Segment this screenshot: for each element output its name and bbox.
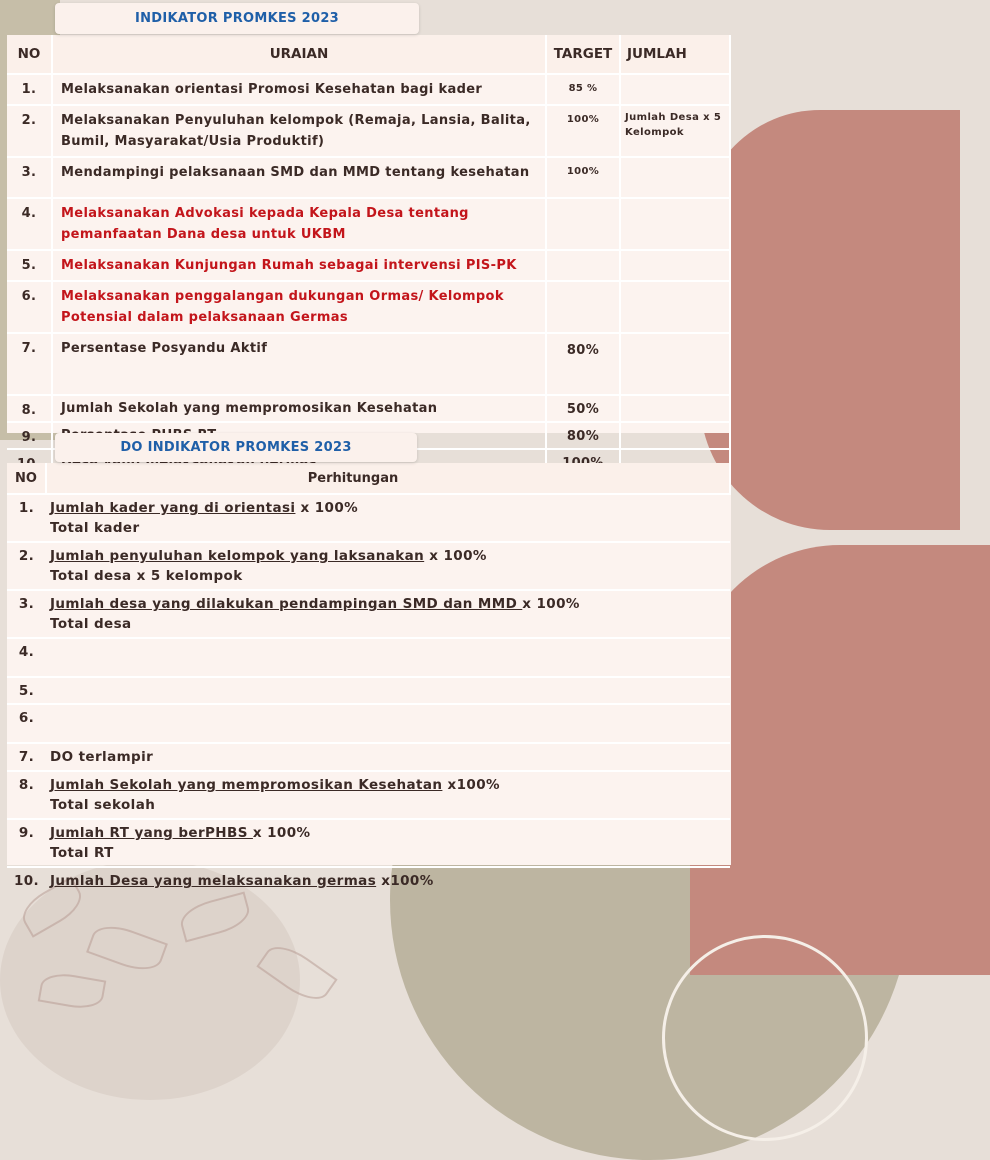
table-row	[7, 867, 730, 894]
row-no: 3.	[7, 590, 46, 638]
table-header-row	[7, 463, 730, 494]
row-no: 7.	[7, 743, 46, 771]
row-target: 50%	[546, 395, 620, 422]
do-indikator-table	[7, 463, 731, 894]
background-ring	[662, 935, 868, 1141]
row-perhitungan	[46, 542, 730, 590]
formula-numerator: Jumlah RT yang berPHBS	[50, 825, 253, 841]
row-perhitungan	[46, 704, 730, 743]
row-perhitungan	[46, 677, 730, 704]
row-no: 3.	[7, 157, 52, 198]
header-perhitungan: Perhitungan	[46, 463, 730, 494]
table-row	[7, 105, 730, 157]
table-row	[7, 281, 730, 333]
formula-suffix: x 100%	[295, 500, 359, 516]
row-target	[546, 250, 620, 281]
table-row	[7, 704, 730, 743]
header-target: TARGET	[546, 35, 620, 74]
formula-numerator: Jumlah kader yang di orientasi	[50, 500, 296, 516]
table-row	[7, 771, 730, 819]
table-row	[7, 743, 730, 771]
do-indikator-table-panel	[7, 463, 731, 889]
header-uraian: URAIAN	[52, 35, 546, 74]
table-row	[7, 198, 730, 250]
header-no: NO	[7, 35, 52, 74]
row-no: 9.	[7, 422, 52, 449]
row-jumlah	[620, 395, 730, 422]
formula-suffix: x 100%	[252, 825, 311, 841]
row-uraian: Melaksanakan orientasi Promosi Kesehatan bagi kader	[52, 74, 546, 105]
row-jumlah	[620, 250, 730, 281]
table-row	[7, 494, 730, 542]
row-jumlah: Jumlah Desa x 5 Kelompok	[620, 105, 730, 157]
row-perhitungan	[46, 494, 730, 542]
row-target: 100%	[546, 157, 620, 198]
row-uraian: Persentase Posyandu Aktif	[52, 333, 546, 395]
row-jumlah	[620, 281, 730, 333]
row-jumlah	[620, 74, 730, 105]
row-no: 7.	[7, 333, 52, 395]
row-no: 2.	[7, 542, 46, 590]
row-jumlah	[620, 157, 730, 198]
table-row	[7, 819, 730, 867]
table-row	[7, 542, 730, 590]
row-perhitungan: DO terlampir	[46, 743, 730, 771]
formula-denominator: Total desa x 5 kelompok	[50, 568, 243, 584]
row-uraian: Mendampingi pelaksanaan SMD dan MMD tentang kesehatan	[52, 157, 546, 198]
row-no: 8.	[7, 771, 46, 819]
row-no: 2.	[7, 105, 52, 157]
row-perhitungan	[46, 590, 730, 638]
formula-denominator: Total kader	[50, 520, 140, 536]
row-no: 8.	[7, 395, 52, 422]
formula-suffix: x 100%	[522, 596, 580, 612]
row-no: 9.	[7, 819, 46, 867]
row-target: 80%	[546, 422, 620, 449]
row-no: 1.	[7, 494, 46, 542]
row-target	[546, 198, 620, 250]
header-jumlah: JUMLAH	[620, 35, 730, 74]
table-row	[7, 157, 730, 198]
section1-title: INDIKATOR PROMKES 2023	[55, 3, 419, 34]
formula-denominator: Total RT	[50, 845, 114, 861]
background-blob	[700, 110, 960, 530]
table-row	[7, 677, 730, 704]
section2-title: DO INDIKATOR PROMKES 2023	[55, 433, 417, 462]
table-row	[7, 395, 730, 422]
row-target	[546, 281, 620, 333]
table-row	[7, 74, 730, 105]
row-no: 10.	[7, 867, 46, 894]
formula-numerator: Jumlah Sekolah yang mempromosikan Kesehatan	[50, 777, 443, 793]
row-no: 6.	[7, 704, 46, 743]
table-row	[7, 250, 730, 281]
row-no: 5.	[7, 250, 52, 281]
formula-suffix: x100%	[376, 873, 434, 889]
row-target: 100%	[546, 105, 620, 157]
row-uraian: Melaksanakan Penyuluhan kelompok (Remaja, Lansia, Balita, Bumil, Masyarakat/Usia Produktif)	[52, 105, 546, 157]
row-no: 4.	[7, 638, 46, 677]
row-no: 6.	[7, 281, 52, 333]
row-no: 1.	[7, 74, 52, 105]
formula-numerator: Jumlah penyuluhan kelompok yang laksanakan	[50, 548, 425, 564]
formula-suffix: x100%	[442, 777, 500, 793]
row-target: 80%	[546, 333, 620, 395]
formula-denominator: Total desa	[50, 616, 132, 632]
row-jumlah	[620, 422, 730, 449]
row-uraian: Melaksanakan penggalangan dukungan Ormas/ Kelompok Potensial dalam pelaksanaan Germas	[52, 281, 546, 333]
row-target: 85 %	[546, 74, 620, 105]
row-jumlah	[620, 198, 730, 250]
row-jumlah	[620, 333, 730, 395]
table-row	[7, 333, 730, 395]
row-perhitungan	[46, 771, 730, 819]
indikator-table-panel	[7, 35, 731, 445]
row-perhitungan	[46, 638, 730, 677]
row-uraian: Melaksanakan Advokasi kepada Kepala Desa tentang pemanfaatan Dana desa untuk UKBM	[52, 198, 546, 250]
background-blob	[690, 545, 990, 975]
row-no: 5.	[7, 677, 46, 704]
formula-numerator: Jumlah desa yang dilakukan pendampingan SMD dan MMD	[50, 596, 523, 612]
row-perhitungan	[46, 867, 730, 894]
table-row	[7, 590, 730, 638]
indikator-table	[7, 35, 731, 477]
row-perhitungan	[46, 819, 730, 867]
header-no: NO	[7, 463, 46, 494]
row-no: 4.	[7, 198, 52, 250]
formula-numerator: Jumlah Desa yang melaksanakan germas	[50, 873, 377, 889]
formula-denominator: Total sekolah	[50, 797, 156, 813]
row-uraian: Melaksanakan Kunjungan Rumah sebagai intervensi PIS-PK	[52, 250, 546, 281]
table-row	[7, 638, 730, 677]
formula-suffix: x 100%	[424, 548, 487, 564]
table-header-row	[7, 35, 730, 74]
row-uraian: Jumlah Sekolah yang mempromosikan Kesehatan	[52, 395, 546, 422]
